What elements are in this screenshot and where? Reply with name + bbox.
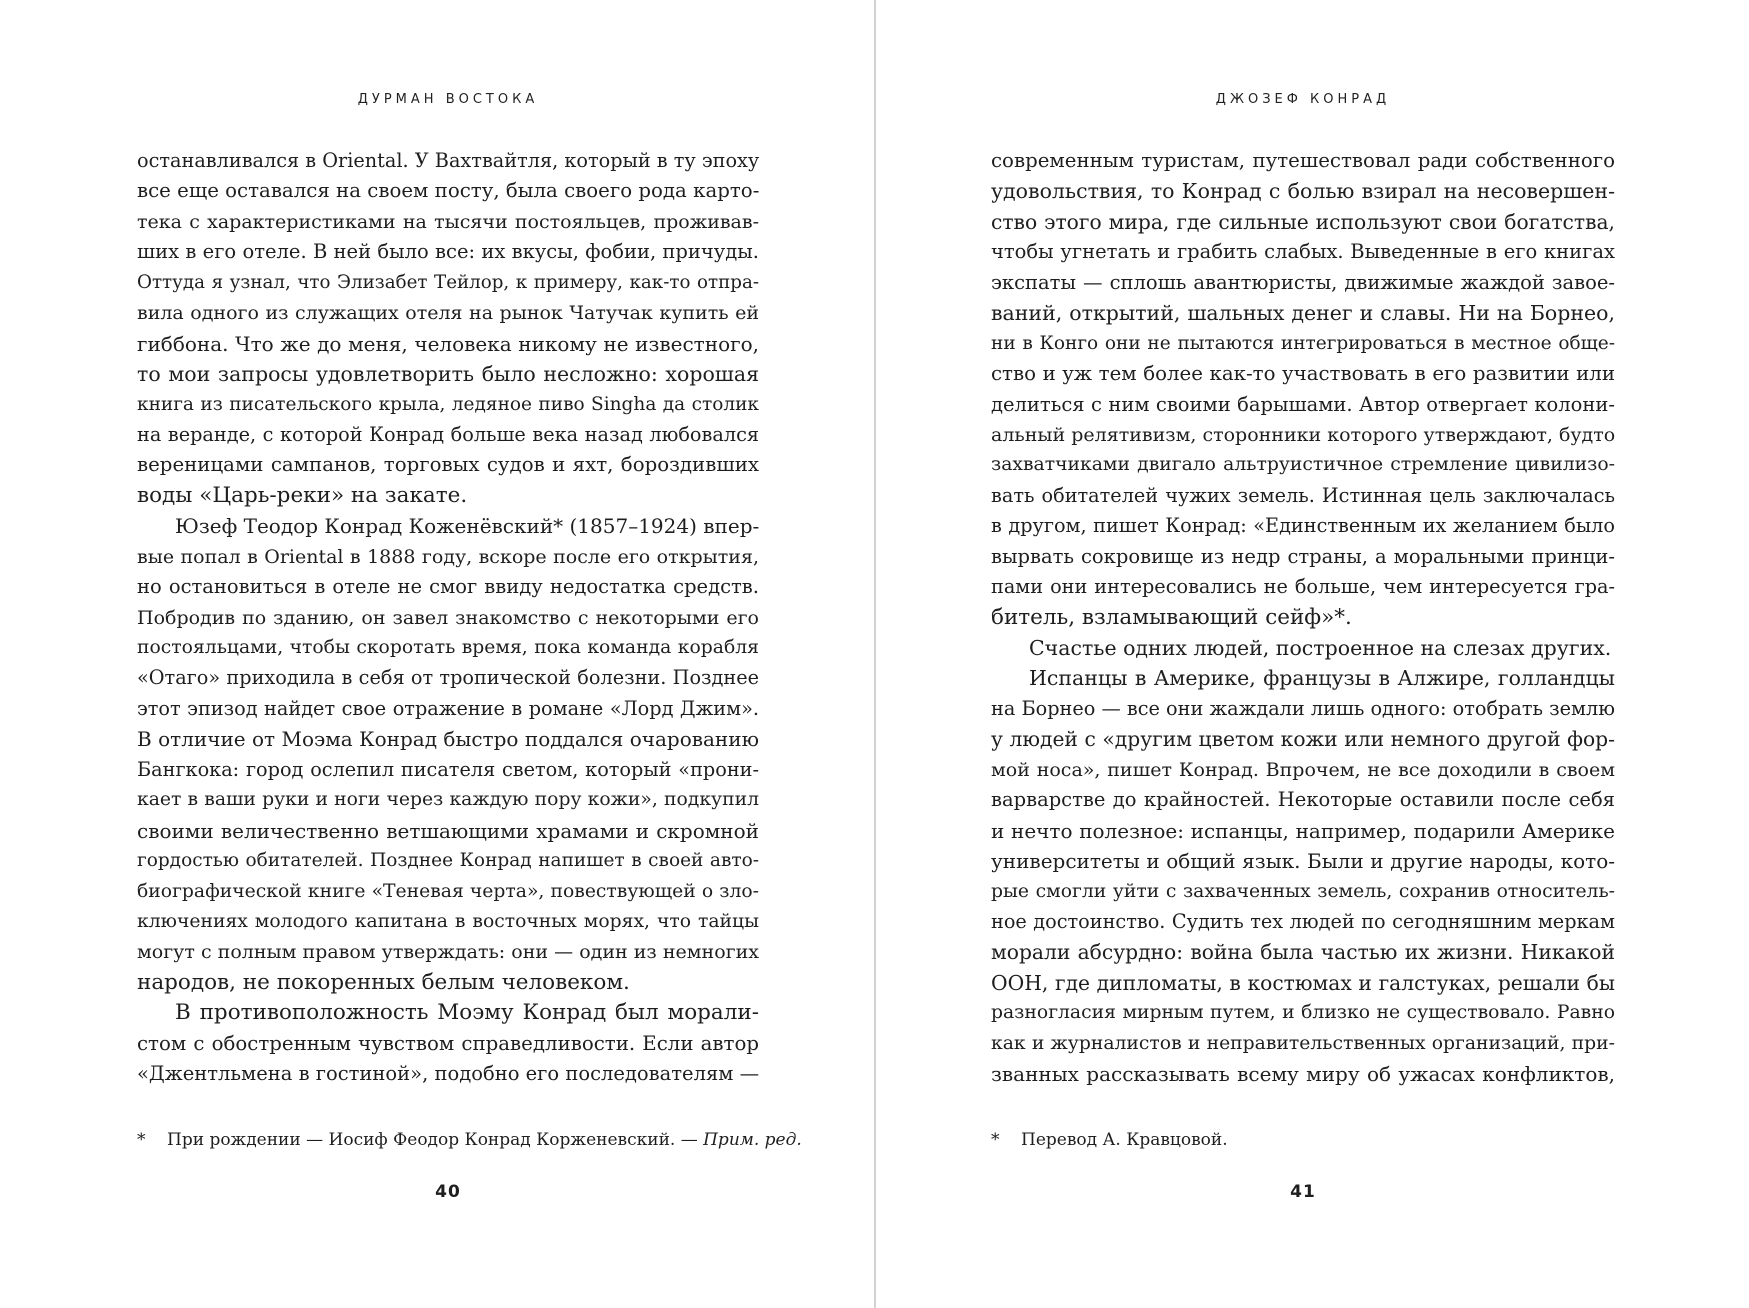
footnote-left: [137, 1128, 802, 1152]
text-line: ное достоинство. Судить тех людей по сегодняшним меркам: [991, 909, 1615, 933]
text-line: удовольствия, то Конрад с болью взирал на несовершен-: [991, 179, 1615, 204]
text-line: ключениях молодого капитана в восточных морях, что тайцы: [137, 910, 759, 932]
text-line: битель, взламывающий сейф»*.: [991, 604, 1352, 630]
text-line: книга из писательского крыла, ледяное пиво Singha да столик: [137, 393, 759, 415]
text-line: и нечто полезное: испанцы, например, подарили Америке: [991, 818, 1615, 843]
text-line: этот эпизод найдет свое отражение в романе «Лорд Джим».: [137, 696, 759, 720]
body-text-right: [991, 146, 1615, 1090]
text-line: Юзеф Теодор Конрад Коженёвский* (1857–1924) впер-: [175, 514, 759, 539]
text-line: пами они интересовались не больше, чем интересуется гра-: [991, 575, 1615, 599]
page-number-right: 41: [1290, 1182, 1316, 1202]
text-line: но остановиться в отеле не смог ввиду недостатка средств.: [137, 575, 759, 599]
text-line: ство и уж тем более как-то участвовать в его развитии или: [991, 362, 1615, 386]
text-line: Бангкока: город ослепил писателя светом, который «прони-: [137, 757, 759, 781]
text-line: как и журналистов и неправительственных организаций, при-: [991, 1032, 1615, 1054]
text-line: разногласия мирным путем, и близко не существовало. Равно: [991, 1002, 1615, 1024]
text-line: останавливался в Oriental. У Вахтвайтля, который в ту эпоху: [137, 149, 759, 172]
text-line: вать обитателей чужих земель. Истинная цель заключалась: [991, 483, 1615, 507]
text-line: мой носа», пишет Конрад. Впрочем, не все доходили в своем: [991, 758, 1615, 781]
footnote-mark: *: [991, 1130, 1000, 1150]
text-line: гиббона. Что же до меня, человека никому не известного,: [137, 331, 759, 356]
text-line: вереницами сампанов, торговых судов и яхт, бороздивших: [137, 453, 759, 477]
text-line: ство этого мира, где сильные используют свои богатства,: [991, 209, 1615, 234]
text-line: на Борнео — все они жаждали лишь одного: отобрать землю: [991, 696, 1615, 720]
text-line: морали абсурдно: война была частью их жизни. Никакой: [991, 940, 1615, 965]
running-head-right: ДЖОЗЕФ КОНРАД: [1215, 92, 1391, 107]
text-line: делиться с ним своими барышами. Автор отвергает колони-: [991, 392, 1615, 416]
text-line: экспаты — сплошь авантюристы, движимые жаждой завое-: [991, 270, 1615, 294]
left-page: [137, 0, 802, 1308]
text-line: биографической книге «Теневая черта», повествующей о зло-: [137, 880, 759, 902]
text-line: ООН, где дипломаты, в костюмах и галстуках, решали бы: [991, 970, 1615, 995]
text-line: университеты и общий язык. Были и другие народы, кото-: [991, 849, 1615, 874]
text-line: варварстве до крайностей. Некоторые оставили после себя: [991, 788, 1615, 812]
text-line: народов, не покоренных белым человеком.: [137, 969, 630, 995]
text-line: Счастье одних людей, построенное на слезах других.: [1029, 636, 1612, 660]
footnote-right: [991, 1128, 1615, 1152]
text-line: В противоположность Моэму Конрад был морали-: [175, 1000, 759, 1026]
editor-note: Прим. ред.: [703, 1130, 802, 1150]
text-line: Оттуда я узнал, что Элизабет Тейлор, к примеру, как-то отпра-: [137, 271, 759, 293]
text-line: воды «Царь-реки» на закате.: [137, 482, 468, 508]
text-line: В отличие от Моэма Конрад быстро поддался очарованию: [137, 727, 759, 752]
text-line: все еще оставался на своем посту, была своего рода карто-: [137, 179, 759, 203]
text-line: ни в Конго они не пытаются интегрироваться в местное обще-: [991, 332, 1615, 354]
text-line: на веранде, с которой Конрад больше века назад любовался: [137, 422, 759, 446]
text-line: вырвать сокровище из недр страны, а моральными принци-: [991, 544, 1615, 568]
footnote-text: При рождении — Иосиф Феодор Конрад Корженевский. —: [167, 1130, 698, 1150]
text-line: званных рассказывать всему миру об ужасах конфликтов,: [991, 1062, 1615, 1087]
text-line: своими величественно ветшающими храмами и скромной: [137, 818, 759, 843]
text-line: стом с обостренным чувством справедливости. Если автор: [137, 1031, 759, 1055]
footnote-mark: *: [137, 1130, 146, 1150]
footnote-text: Перевод А. Кравцовой.: [1021, 1130, 1228, 1150]
text-line: кает в ваши руки и ноги через каждую пору кожи», подкупил: [137, 789, 759, 811]
text-line: тека с характеристиками на тысячи постояльцев, проживав-: [137, 210, 759, 233]
text-line: захватчиками двигало альтруистичное стремление цивилизо-: [991, 454, 1615, 476]
text-line: Побродив по зданию, он завел знакомство с некоторыми его: [137, 606, 759, 629]
text-line: гордостью обитателей. Позднее Конрад напишет в своей авто-: [137, 850, 759, 872]
text-line: то мои запросы удовлетворить было несложно: хорошая: [137, 362, 759, 387]
text-line: в другом, пишет Конрад: «Единственным их желанием было: [991, 514, 1615, 538]
text-line: у людей с «другим цветом кожи или немного другой фор-: [991, 727, 1615, 752]
text-line: «Отаго» приходила в себя от тропической болезни. Позднее: [137, 666, 759, 690]
page-number-left: 40: [435, 1182, 461, 1202]
text-line: ваний, открытий, шальных денег и славы. Ни на Борнео,: [991, 301, 1615, 326]
text-line: Испанцы в Америке, французы в Алжире, голландцы: [1029, 666, 1615, 691]
text-line: ших в его отеле. В ней было все: их вкусы, фобии, причуды.: [137, 240, 759, 264]
text-line: рые смогли уйти с захваченных земель, сохранив относитель-: [991, 880, 1615, 902]
body-text-left: [137, 146, 759, 1090]
book-gutter: [874, 0, 876, 1308]
text-line: вила одного из служащих отеля на рынок Чатучак купить ей: [137, 302, 759, 325]
text-line: альный релятивизм, сторонники которого утверждают, будто: [991, 423, 1615, 446]
right-page: [991, 0, 1615, 1308]
text-line: современным туристам, путешествовал ради собственного: [991, 149, 1615, 172]
text-line: «Джентльмена в гостиной», подобно его последователям —: [137, 1062, 759, 1086]
text-line: чтобы угнетать и грабить слабых. Выведенные в его книгах: [991, 240, 1615, 264]
text-line: постояльцами, чтобы скоротать время, пока команда корабля: [137, 637, 759, 658]
text-line: вые попал в Oriental в 1888 году, вскоре после его открытия,: [137, 545, 759, 568]
text-line: могут с полным правом утверждать: они — один из немногих: [137, 941, 759, 964]
running-head-left: ДУРМАН ВОСТОКА: [357, 92, 539, 107]
